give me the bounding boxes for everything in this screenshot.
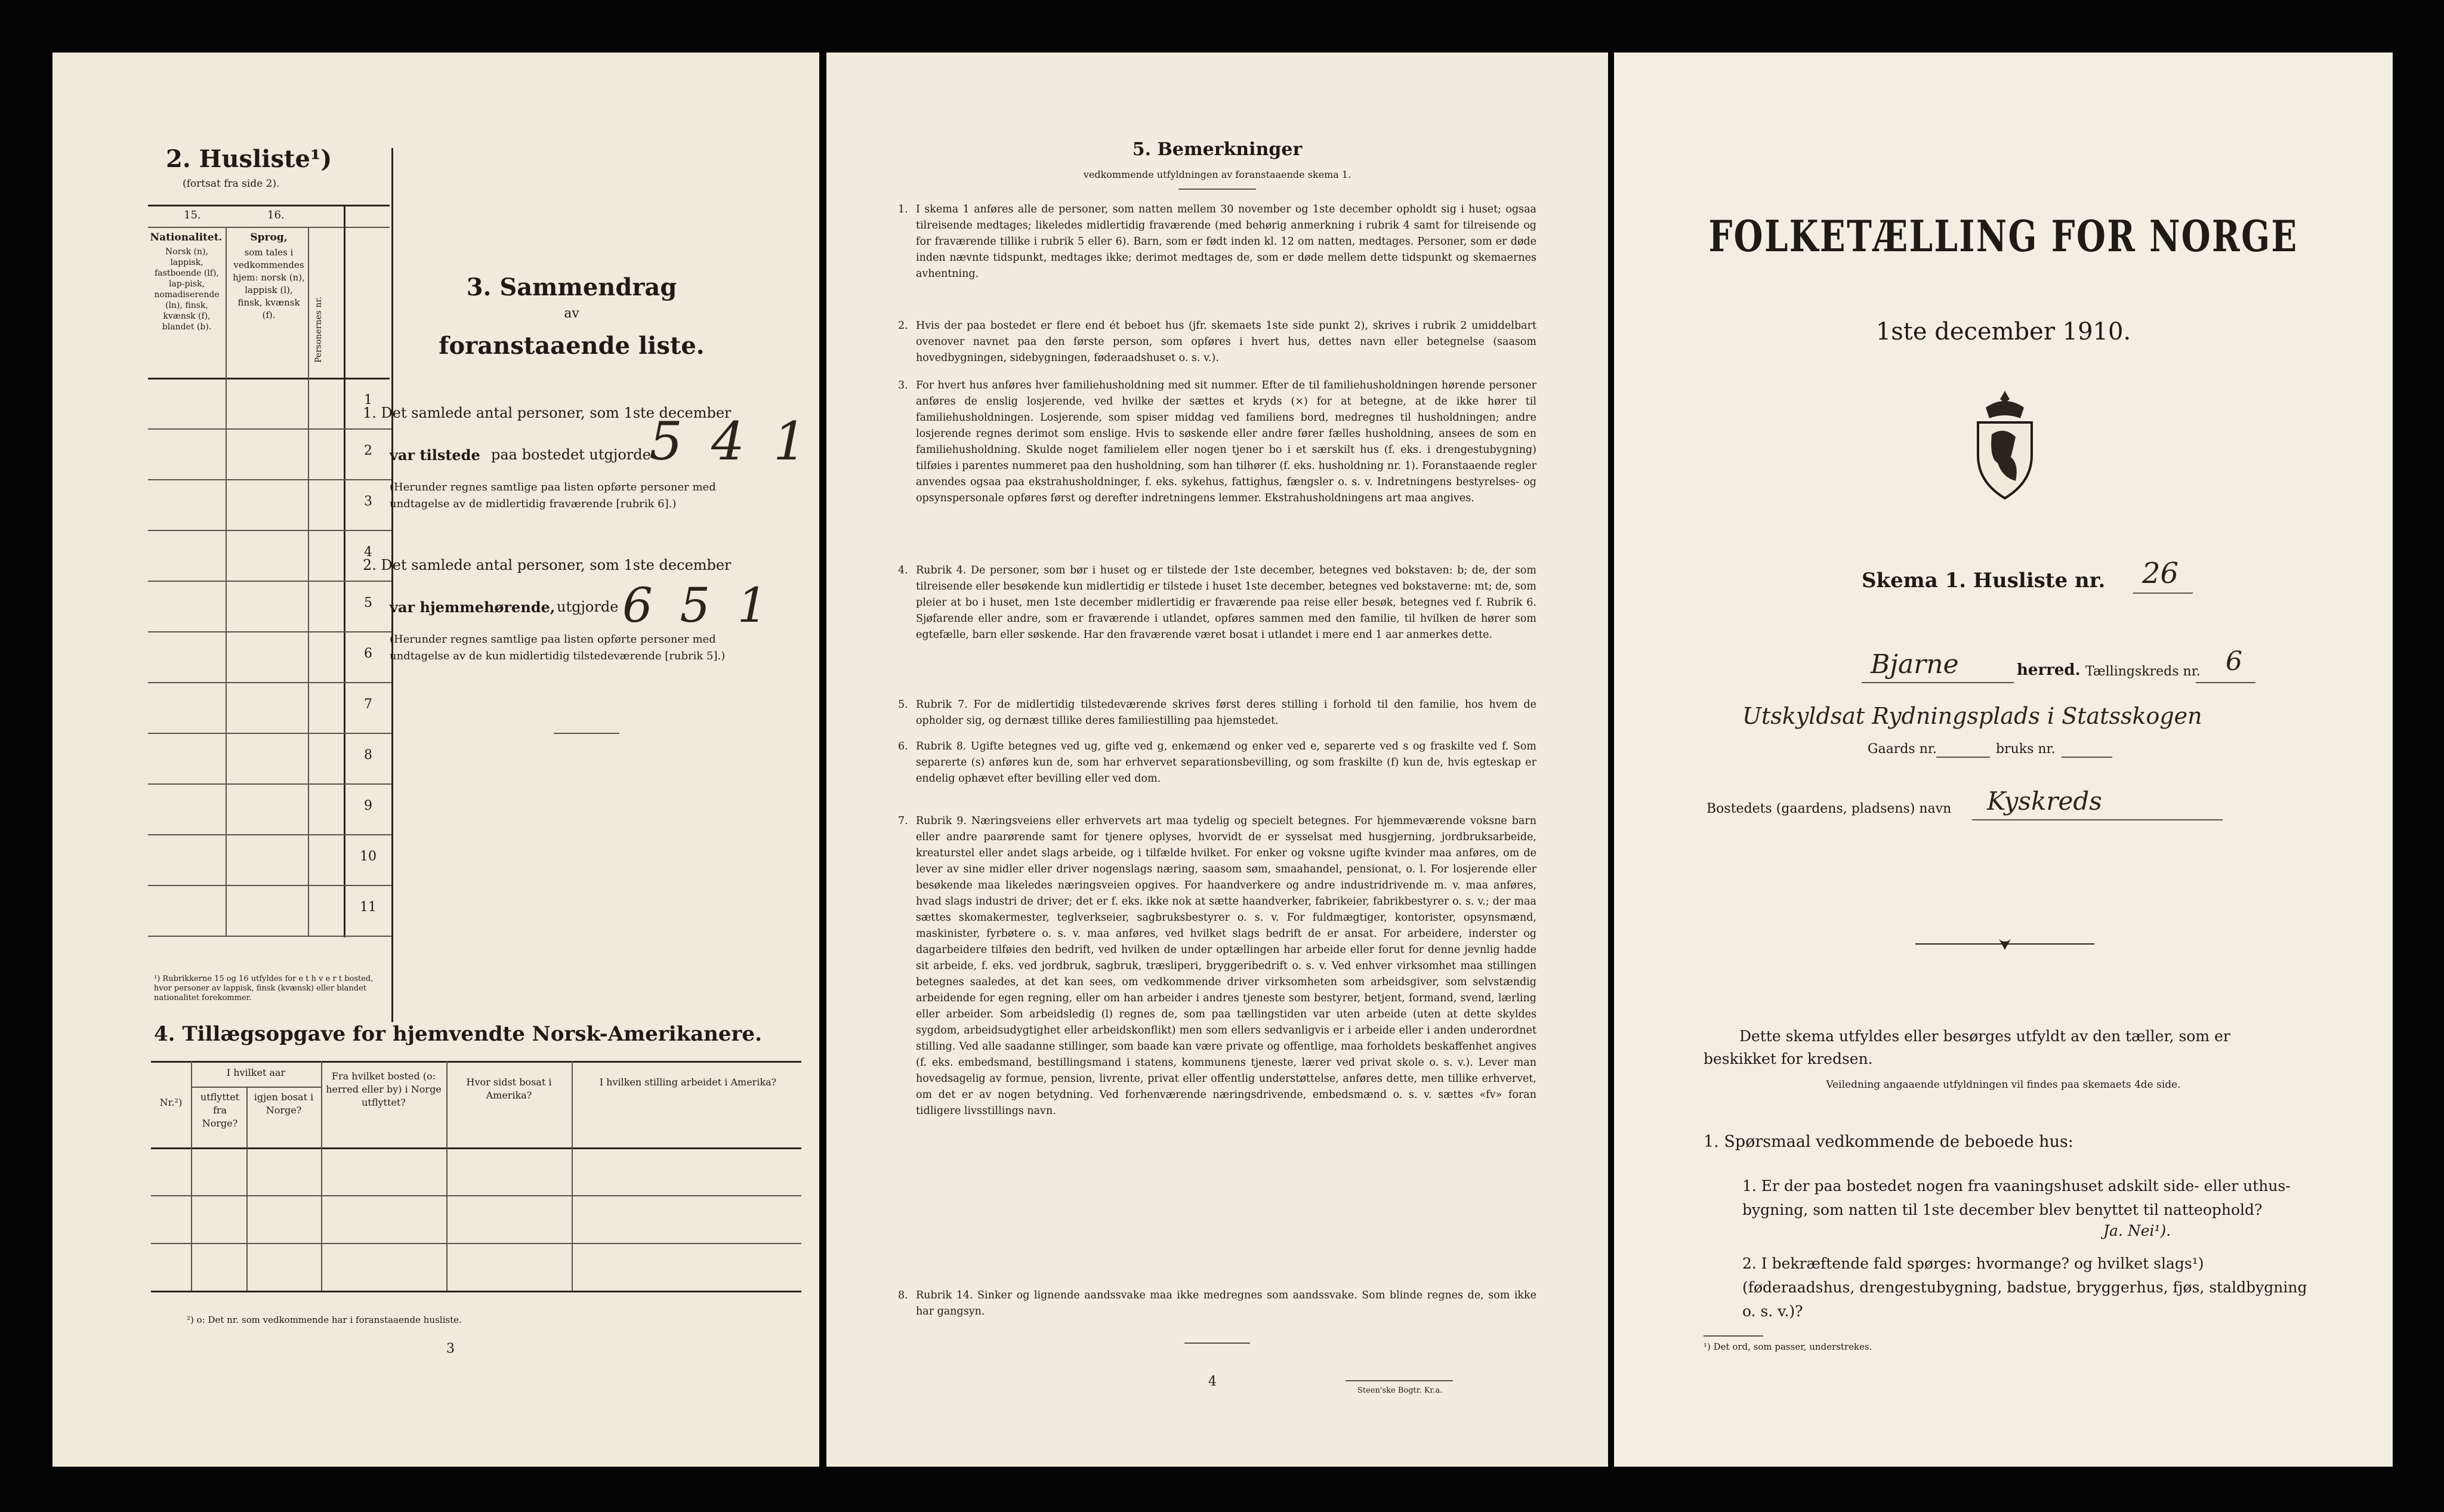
sammendrag-title: 3. Sammendrag xyxy=(466,273,677,301)
separator-line xyxy=(554,733,619,734)
row-number: 4 xyxy=(364,545,372,560)
bruks-label: bruks nr. xyxy=(1996,742,2056,757)
col15-head-body: Norsk (n), lappisk, fastboende (lf), lap-pisk, nomadiserende (ln), finsk, kvænsk (f), blandet (b). xyxy=(154,247,220,332)
row-number: 9 xyxy=(364,798,372,813)
sammendrag-av: av xyxy=(564,306,579,321)
kreds-label: Tællingskreds nr. xyxy=(2085,664,2201,679)
bosted-handwritten: Kyskreds xyxy=(1987,786,2102,816)
fill-line xyxy=(2062,757,2112,758)
fill-line xyxy=(1972,819,2223,820)
tillaeg-col-amerika: Hvor sidst bosat i Amerika? xyxy=(466,1076,552,1101)
remark-5: 5. Rubrik 7. For de midlertidig tilstedeværende skrives først deres stilling i forhold til den familie, hos hvem de opholder sig, og dernæst tillike deres familiestilling paa hjemstedet. xyxy=(898,699,1536,727)
table-row-line xyxy=(148,834,391,835)
item2-label: utgjorde xyxy=(557,598,619,615)
tillaeg-col-stilling: I hvilken stilling arbeidet i Amerika? xyxy=(599,1076,777,1088)
tillaeg-col-nr: Nr.²) xyxy=(159,1097,183,1108)
page-number: 4 xyxy=(1208,1374,1217,1389)
row-number: 6 xyxy=(364,646,372,661)
table-row-line xyxy=(148,479,391,480)
tillaeg-col-aar: I hvilket aar xyxy=(226,1067,286,1078)
kreds-value: 6 xyxy=(2226,646,2242,677)
row-number: 2 xyxy=(364,443,372,458)
remark-2: 2. Hvis der paa bostedet er flere end ét beboet hus (jfr. skemaets 1ste side punkt 2), skrives i rubrik 2 umiddelbart ovenover navnet paa den første person, som opføres i hvert hus, dettes navn eller betegnelse (saasom hovedbygningen, sidebygningen, føderaadshuset o. s. v.). xyxy=(898,320,1536,364)
coat-of-arms-icon xyxy=(1969,390,2041,500)
bosted-label: Bostedets (gaardens, pladsens) navn xyxy=(1707,801,1952,816)
fill-line xyxy=(2133,593,2193,594)
item1-tilstede: var tilstede xyxy=(390,446,480,464)
remark-4: 4. Rubrik 4. De personer, som bør i huset og er tilstede der 1ste december, betegnes ved bokstaven: b; de, der som tilreisende eller besøkende kun midlertidig er tilstede i huset 1ste december, betegnes ved bokstaverne: mt; de, som pleier at bo i huset, men 1ste december midlertidig er fraværende paa reise eller besøk, betegnes ved f. Rubrik 6. Sjøfarende eller andre, som er fraværende i utlandet, opføres sammen med den familie, til hvilken de hører som egtefælle, barn eller søskende. Har den fraværende været bosat i utlandet i mere end 1 aar anmerkes dette. xyxy=(898,564,1536,641)
item1-note: (Herunder regnes samtlige paa listen opførte personer med undtagelse av de midlertidig fraværende [rubrik 6].) xyxy=(390,481,716,510)
table-rule xyxy=(151,1061,801,1063)
ornament-divider-icon xyxy=(1915,936,2094,954)
page-right xyxy=(1614,53,2393,1467)
question-2: 2. I bekræftende fald spørges: hvormange? og hvilket slags¹) (føderaadshus, drengestubygning, badstue, bryggerhus, fjøs, staldbygning o. s. v.)? xyxy=(1742,1255,2307,1320)
separator-line xyxy=(1184,1343,1250,1344)
row-number: 1 xyxy=(364,393,372,408)
table-rule xyxy=(151,1195,801,1196)
table-rule xyxy=(148,227,390,228)
separator-line xyxy=(1704,1335,1763,1337)
col15-head-title: Nationalitet. xyxy=(150,232,223,243)
page-middle xyxy=(826,53,1608,1467)
remark-8: 8. Rubrik 14. Sinker og lignende aandssvake maa ikke medregnes som aandssvake. Som blinde regnes de, som ikke har gangsyn. xyxy=(898,1289,1536,1317)
right-footnote: ¹) Det ord, som passer, understrekes. xyxy=(1704,1341,1872,1352)
question-1: 1. Er der paa bostedet nogen fra vaaningshuset adskilt side- eller uthus-bygning, som natten til 1ste december blev benyttet til natteophold? xyxy=(1742,1177,2291,1218)
printer-imprint: Steen'ske Bogtr. Kr.a. xyxy=(1357,1386,1443,1395)
table-row-line xyxy=(148,682,391,683)
fill-line xyxy=(1936,757,1990,758)
table-rule xyxy=(151,1147,801,1149)
page-divider-line xyxy=(391,148,393,1022)
item1-line1: 1. Det samlede antal personer, som 1ste december xyxy=(363,405,732,421)
col16-head-title: Sprog, xyxy=(250,232,288,243)
col16-head-body: som tales i vedkommendes hjem: norsk (n), lappisk (l), finsk, kvænsk (f). xyxy=(233,247,305,320)
col16-number: 16. xyxy=(267,209,285,221)
table-column-line xyxy=(308,227,309,937)
remark-6: 6. Rubrik 8. Ugifte betegnes ved ug, gifte ved g, enkemænd og enker ved e, separerte ved s og fraskilte ved f. Som separerte (s) anføres kun de, som har erhvervet separationsbevilling, og som fraskilte (f) kun de, hvis egteskap er endelig ophævet efter bevilling eller ved dom. xyxy=(898,740,1536,785)
table-column-line xyxy=(191,1061,192,1291)
tillaeg-sub-utflyttet: utflyttet fra Norge? xyxy=(200,1091,240,1129)
table-column-line xyxy=(572,1061,573,1291)
row-number: 7 xyxy=(364,697,372,712)
separator-line xyxy=(1346,1380,1453,1381)
table-rule xyxy=(148,205,390,206)
table-column-line xyxy=(446,1061,448,1291)
table-row-line xyxy=(148,733,391,734)
row-number: 3 xyxy=(364,494,372,509)
table-row-line xyxy=(148,530,391,531)
husliste-footnote: ¹) Rubrikkerne 15 og 16 utfyldes for e t h v e r t bosted, hvor personer av lappisk, finsk (kvænsk) eller blandet nationalitet forekommer. xyxy=(154,974,374,1002)
fill-line xyxy=(1862,682,2014,683)
table-row-line xyxy=(148,885,391,886)
remark-3: 3. For hvert hus anføres hver familiehusholdning med sit nummer. Efter de til familiehusholdningen hørende personer anføres de enslig losjerende, ved hvilke der sættes et kryds (×) for at betegne, at de ikke hører til familiehusholdningen. Losjerende, som spiser middag ved familiens bord, medregnes til husholdningen; andre losjerende regnes derimot som enslige. Hvis to søskende eller andre fører fælles husholdning, ansees de som en familiehusholdning. Skulde noget familielem eller nogen tjener bo i et særskilt hus (f. eks. i drengestubygning) tilføies i parentes nummeret paa den husholdning, som han tilhører (f. eks. husholdning nr. 1). Foranstaaende regler anvendes ogsaa paa ekstrahusholdninger, f. eks. sykehus, fattighus, fængsler o. s. v. Indretningens bestyrelses- og opsynspersonale opføres først og derefter indretningens lemmer. Ekstrahusholdningens art maa angives. xyxy=(898,379,1536,504)
questions-heading: 1. Spørsmaal vedkommende de beboede hus: xyxy=(1704,1133,2073,1151)
gaards-label: Gaards nr. xyxy=(1868,742,1937,757)
table-column-line xyxy=(344,205,345,937)
table-row-line xyxy=(148,783,391,785)
census-date: 1ste december 1910. xyxy=(1875,318,2131,345)
row-number: 5 xyxy=(364,595,372,610)
page-left xyxy=(53,53,819,1467)
tillaeg-title: 4. Tillægsopgave for hjemvendte Norsk-Amerikanere. xyxy=(154,1022,762,1046)
bemerkninger-title: 5. Bemerkninger xyxy=(1132,139,1303,160)
item2-handwritten-value: 6 5 1 xyxy=(622,578,774,633)
page-number: 3 xyxy=(446,1341,455,1356)
col-personernes: Personernes nr. xyxy=(314,297,323,363)
remark-7: 7. Rubrik 9. Næringsveiens eller erhvervets art maa tydelig og specielt betegnes. For hjemmeværende voksne barn eller andre paarørende samt for tjenere oplyses, hvorvidt de er sysselsat med husgjerning, jordbruksarbeide, kreaturstel eller andet slags arbeide, og i tilfælde hvilket. For enker og voksne ugifte kvinder maa anføres, om de lever av sine midler eller driver nogenslags næring, saasom søm, smaahandel, pensionat, o. l. For losjerende eller besøkende maa likeledes næringsveien opgives. For haandverkere og andre industridrivende m. v. maa anføres, hvad slags industri de driver; det er f. eks. ikke nok at sætte haandverker, fabrikeier, fabrikbestyrer o. s. v.; der maa sættes skomakermester, teglverkseier, sagbruksbestyrer o. s. v. For fuldmægtiger, kontorister, opsynsmænd, maskinister, fyrbøtere o. s. v. maa anføres, ved hvilket slags bedrift de er ansat. For arbeidere, inderster og dagarbeidere tilføies den bedrift, ved hvilken de under optællingen har arbeide eller forut for denne jevnlig hadde sit arbeide, f. eks. ved jordbruk, sagbruk, træsliperi, bryggeribedrift o. s. v. Ved enhver virksomhet maa stillingen betegnes saaledes, at det kan sees, om vedkommende driver virksomheten som arbeidsgiver, som selvstændig arbeidende for egen regning, eller om han arbeider i andres tjeneste som bestyrer, betjent, formand, svend, lærling eller arbeider. Som arbeidsledig (l) regnes de, som paa tællingstiden var uten arbeide (uten at dette skyldes sygdom, arbeidsudygtighet eller arbeidskonflikt) men som ellers sedvanligvis er i arbeide eller i anden underordnet stilling. Ved alle saadanne stillinger, som baade kan være private og offentlige, maa forholdets beskaffenhet angives (f. eks. embedsmand, bestillingsmand i statens, kommunens tjeneste, lærer ved privat skole o. s. v.). Lever man hovedsagelig av formue, pension, livrente, privat eller offentlig understøttelse, anføres dette, men tillike erhvervet, om det er av nogen betydning. Ved forhenværende næringsdrivende, embedsmænd o. s. v. sættes «fv» foran tidligere livsstillings navn. xyxy=(898,815,1536,1117)
col15-number: 15. xyxy=(184,209,201,221)
place-handwritten: Utskyldsat Rydningsplads i Statsskogen xyxy=(1742,703,2202,729)
item1-label: paa bostedet utgjorde xyxy=(491,446,651,463)
table-row-line xyxy=(148,936,391,937)
table-column-line xyxy=(246,1088,248,1291)
item2-hjemmehorende: var hjemmehørende, xyxy=(390,598,556,616)
item2-note: (Herunder regnes samtlige paa listen opførte personer med undtagelse av de kun midlertidig tilstedeværende [rubrik 5].) xyxy=(390,633,726,662)
item1-handwritten-value: 5 4 1 xyxy=(649,411,813,472)
row-number: 8 xyxy=(364,748,372,763)
sammendrag-subtitle: foranstaaende liste. xyxy=(439,332,705,360)
row-number: 11 xyxy=(360,900,377,915)
herred-label: herred. xyxy=(2017,661,2081,679)
intro-text: Dette skema utfyldes eller besørges utfyldt av den tæller, som er beskikket for kredsen. xyxy=(1704,1027,2230,1067)
tillaeg-footnote: ²) o: Det nr. som vedkommende har i foranstaaende husliste. xyxy=(187,1314,462,1325)
intro-guidance: Veiledning angaaende utfyldningen vil findes paa skemaets 4de side. xyxy=(1826,1079,2181,1091)
herred-handwritten: Bjarne xyxy=(1871,649,1959,680)
tillaeg-col-bosted: Fra hvilket bosted (o: herred eller by) i Norge utflyttet? xyxy=(326,1070,442,1108)
census-title: FOLKETÆLLING FOR NORGE xyxy=(1708,211,2298,261)
skema-label: Skema 1. Husliste nr. xyxy=(1862,569,2106,593)
table-row-line xyxy=(148,631,391,632)
table-column-line xyxy=(321,1061,322,1291)
separator-line xyxy=(1178,189,1256,190)
bemerkninger-subtitle: vedkommende utfyldningen av foranstaaende skema 1. xyxy=(1083,169,1351,180)
question-1-answer: Ja. Nei¹). xyxy=(2103,1222,2171,1239)
fill-line xyxy=(2196,682,2255,683)
husliste-title: 2. Husliste¹) xyxy=(166,145,332,173)
item2-line1: 2. Det samlede antal personer, som 1ste december xyxy=(363,557,732,573)
table-rule xyxy=(151,1291,801,1292)
remark-1: 1. I skema 1 anføres alle de personer, som natten mellem 30 november og 1ste december opholdt sig i huset; ogsaa tilreisende medtages; likeledes midlertidig fraværende (med behørig anmerkning i rubrik 4 samt for tilreisende og for fraværende tillike i rubrik 5 eller 6). Barn, som er født inden kl. 12 om natten, medtages. Personer, som er døde inden nævnte tidspunkt, medtages ikke; derimot medtages de, som er døde mellem dette tidspunkt og skemaernes avhentning. xyxy=(898,203,1536,280)
tillaeg-sub-bosat: igjen bosat i Norge? xyxy=(254,1091,314,1116)
husliste-subtitle: (fortsat fra side 2). xyxy=(183,178,280,190)
table-column-line xyxy=(226,227,227,937)
table-row-line xyxy=(148,428,391,430)
husliste-number: 26 xyxy=(2142,557,2179,590)
table-rule xyxy=(148,378,390,379)
table-rule xyxy=(191,1087,321,1088)
row-number: 10 xyxy=(360,849,377,864)
table-rule xyxy=(151,1243,801,1244)
table-row-line xyxy=(148,581,391,582)
